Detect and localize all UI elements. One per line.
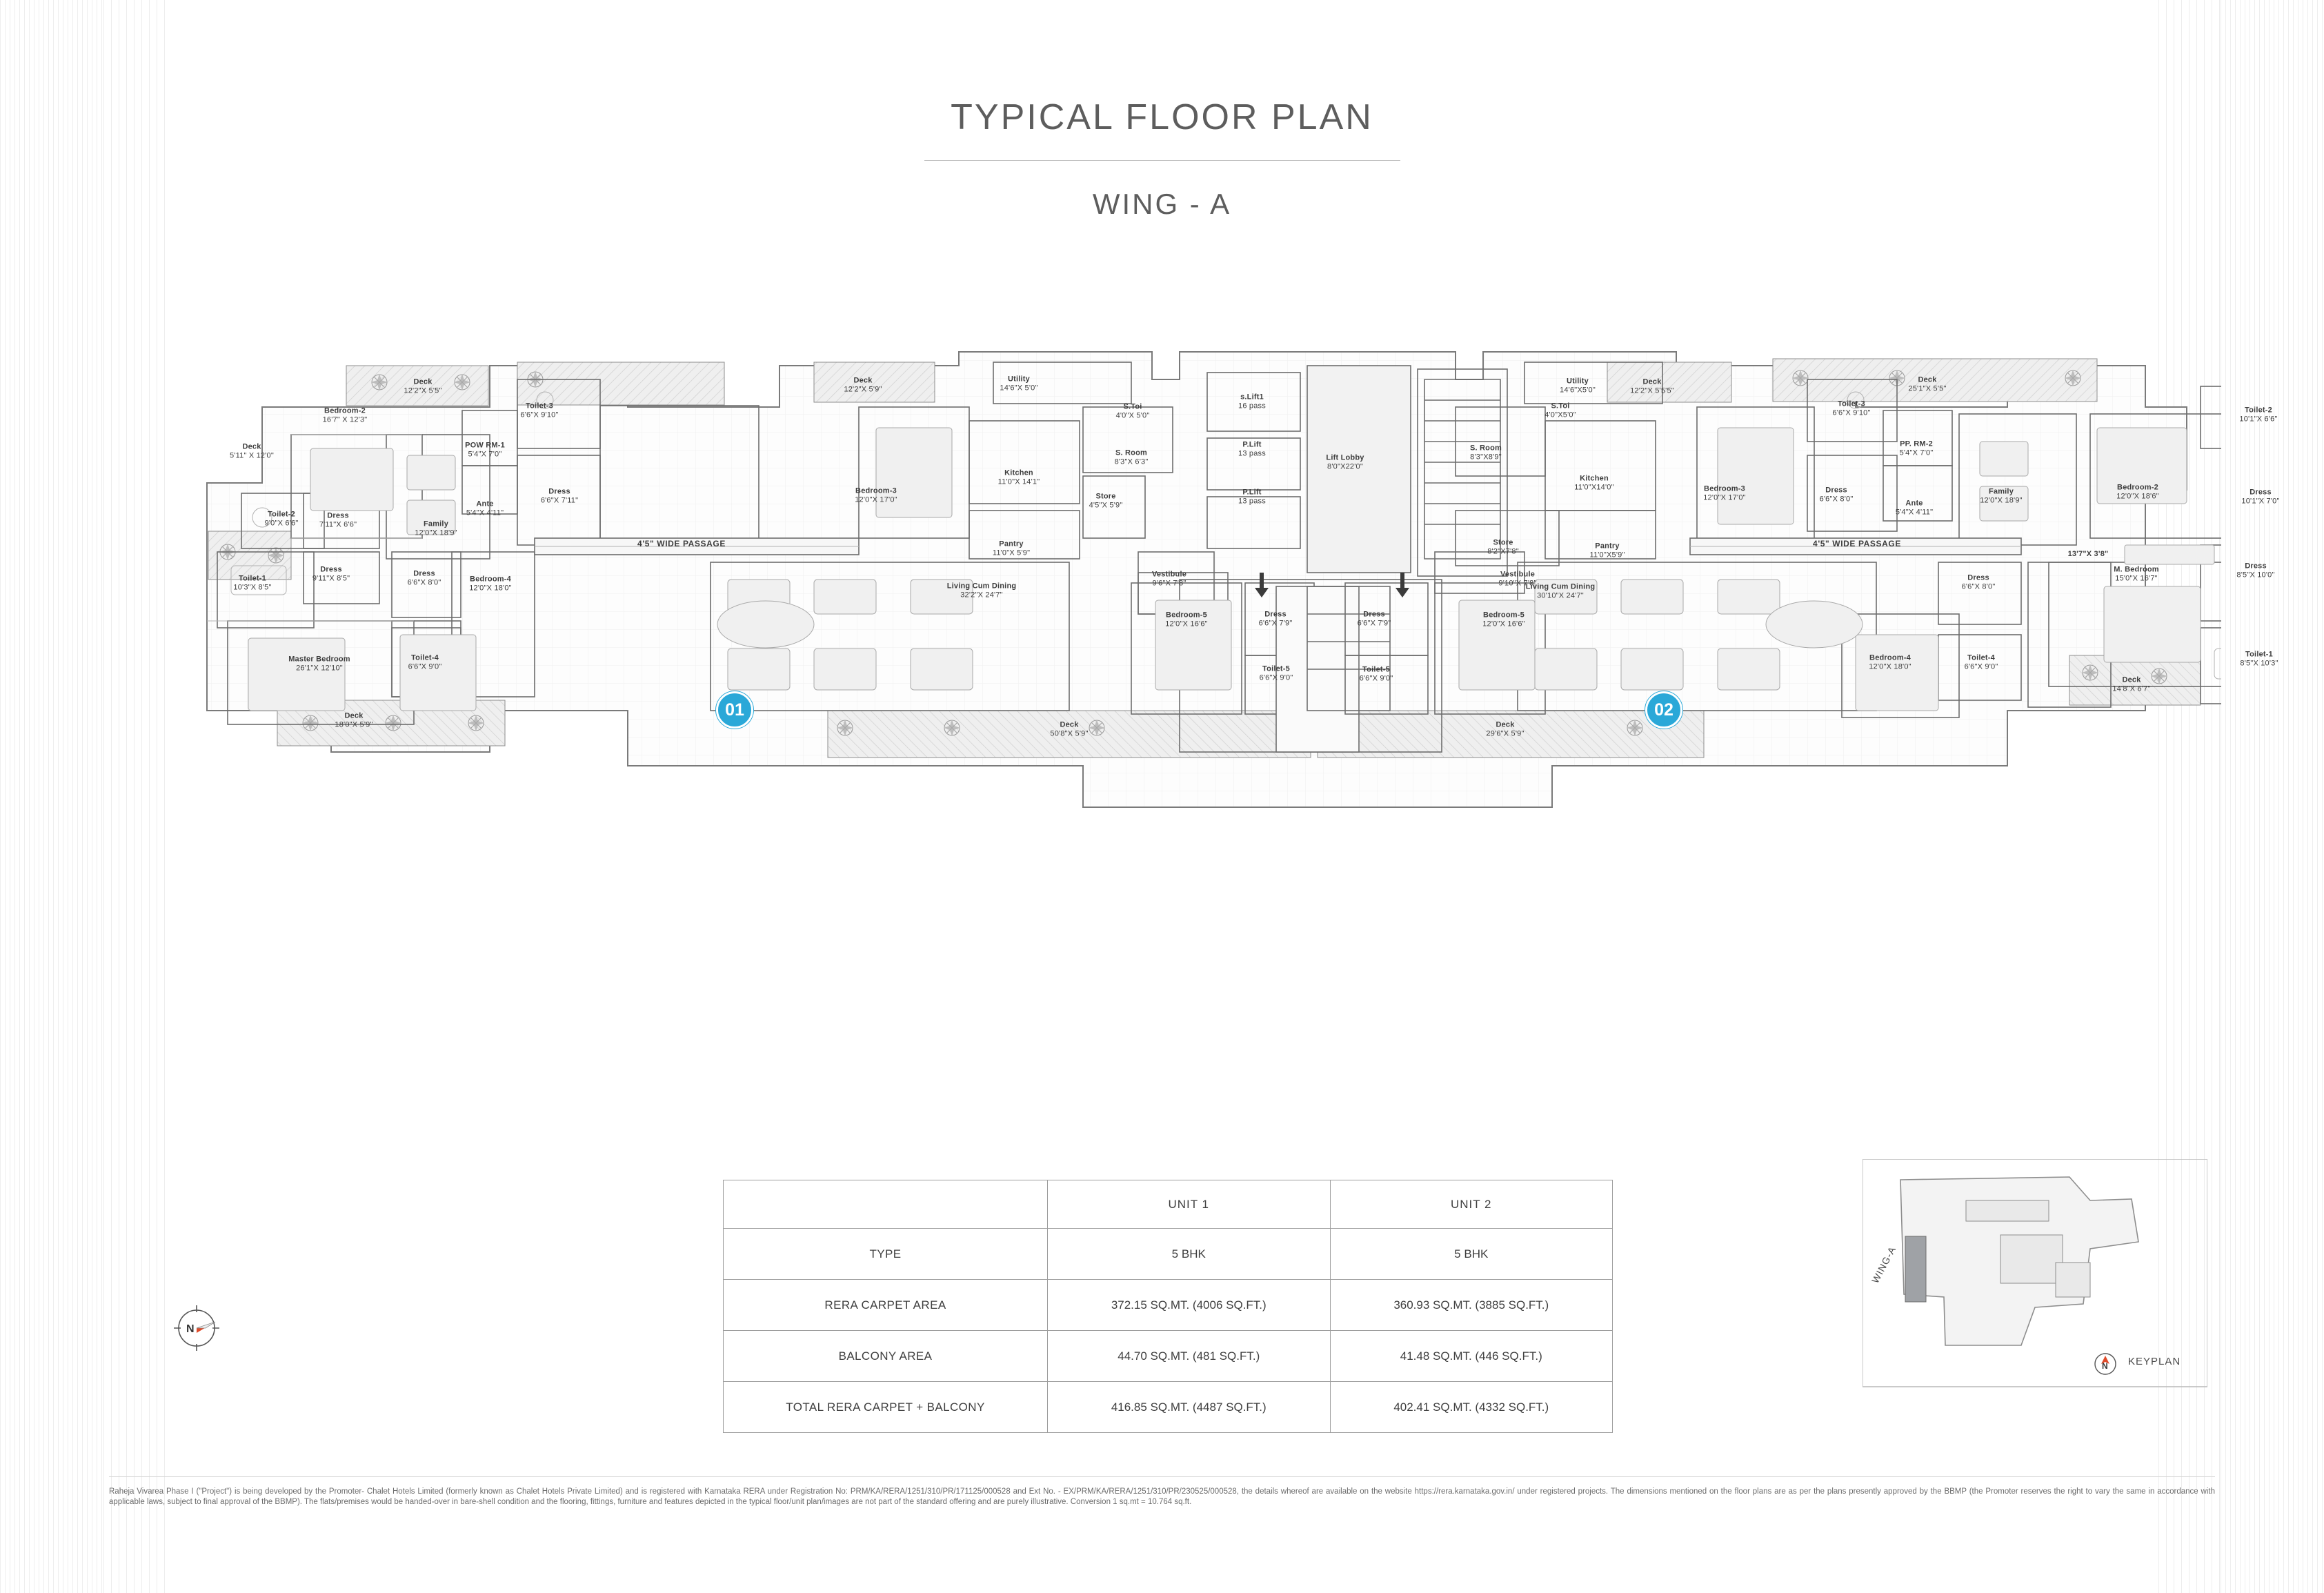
room-label	[1115, 449, 1149, 466]
room-name: Toilet-3	[1838, 399, 1865, 408]
unit-01-badge: 01	[716, 691, 753, 729]
room-name: Store	[1493, 538, 1513, 547]
room-dimensions: 6'6"X 7'11"	[540, 496, 579, 504]
keyplan-diagram	[1863, 1159, 2207, 1414]
room-label	[1896, 499, 1933, 517]
room-dimensions: 6'6"X 7'9"	[1258, 619, 1293, 627]
room-name: Deck	[853, 376, 873, 385]
room-dimensions: 7'11"X 6'6"	[319, 520, 357, 528]
room-label	[319, 512, 357, 529]
room-label	[1482, 611, 1525, 629]
room-name: 4'5" WIDE PASSAGE	[637, 538, 726, 548]
room-dimensions: 6'6"X 8'0"	[407, 578, 441, 586]
room-dimensions: 12'0"X 17'0"	[855, 495, 897, 504]
room-name: Deck	[242, 442, 261, 451]
room-label	[1238, 393, 1266, 410]
row-label-balcony: BALCONY AREA	[724, 1331, 1048, 1382]
room-name: S.Toi	[1123, 402, 1142, 411]
room-name: Toilet-2	[268, 510, 295, 519]
room-name: Family	[1988, 487, 2014, 496]
room-dimensions: 9'6"X 7'8"	[1152, 579, 1186, 587]
left-edge-hatching	[0, 0, 103, 1593]
room-dimensions: 12'0"X 18'6"	[2116, 492, 2159, 500]
room-dimensions: 8'2"X7'8"	[1487, 547, 1519, 555]
room-name: Toilet-3	[526, 402, 553, 410]
room-label	[1165, 611, 1208, 629]
room-label	[1259, 611, 1293, 628]
room-label	[1560, 377, 1596, 395]
room-dimensions: 10'1"X 7'0"	[2241, 497, 2280, 505]
room-name: Dress	[320, 565, 342, 574]
keyplan-wing-label: WING-A	[1869, 1244, 1898, 1285]
right-edge-hatching	[2221, 0, 2324, 1593]
room-name: Utility	[1567, 377, 1589, 386]
room-name: Deck	[1496, 720, 1515, 729]
row-balcony-unit1: 44.70 SQ.MT. (481 SQ.FT.)	[1048, 1331, 1331, 1382]
room-label	[520, 402, 558, 419]
room-label	[408, 654, 442, 671]
room-dimensions: 8'3"X 6'3"	[1114, 457, 1149, 466]
room-dimensions: 12'0"X 18'0"	[469, 584, 512, 592]
room-dimensions: 13 pass	[1238, 497, 1266, 505]
room-label	[1260, 665, 1293, 682]
room-dimensions: 6'6"X 8'0"	[1961, 582, 1996, 591]
page-title: TYPICAL FLOOR PLAN	[951, 97, 1373, 137]
room-label	[855, 487, 897, 504]
room-label	[465, 442, 505, 459]
room-name: Bedroom-3	[855, 486, 897, 495]
room-label	[1980, 488, 2023, 505]
room-label	[1832, 400, 1870, 417]
room-label	[1358, 611, 1391, 628]
table-row	[724, 1331, 1613, 1382]
room-label	[1900, 440, 1934, 457]
room-name: Utility	[1008, 375, 1030, 384]
room-label	[2114, 566, 2159, 583]
room-name: Toilet-2	[2245, 406, 2272, 415]
room-name: Vestibule	[1151, 570, 1187, 579]
room-label	[1498, 571, 1536, 588]
row-balcony-unit2: 41.48 SQ.MT. (446 SQ.FT.)	[1330, 1331, 1613, 1382]
room-name: Toilet-1	[2245, 650, 2273, 659]
table-row	[724, 1382, 1613, 1433]
svg-text:N: N	[186, 1323, 195, 1335]
room-name: Living Cum Dining	[1525, 582, 1596, 591]
room-label	[1820, 486, 1854, 504]
room-name: Master Bedroom	[288, 655, 350, 664]
room-label	[1486, 721, 1524, 738]
row-total-unit1: 416.85 SQ.MT. (4487 SQ.FT.)	[1048, 1382, 1331, 1433]
room-label	[2236, 562, 2274, 580]
room-dimensions: 13 pass	[1238, 449, 1266, 457]
room-dimensions: 5'4"X 4'11"	[466, 508, 504, 517]
room-name: M. Bedroom	[2114, 565, 2159, 574]
room-label	[2112, 676, 2150, 693]
room-label	[1965, 654, 1998, 671]
room-name: Toilet-4	[1967, 653, 1995, 662]
room-label	[1152, 571, 1186, 588]
room-label	[1487, 539, 1519, 556]
room-name: S.Toi	[1551, 402, 1570, 410]
room-dimensions: 11'0"X14'0"	[1574, 483, 1614, 491]
room-dimensions: 14'6"X5'0"	[1560, 386, 1596, 394]
room-dimensions: 11'0"X5'9"	[1589, 551, 1625, 559]
table-header-unit2: UNIT 2	[1330, 1180, 1613, 1229]
room-name: Lift Lobby	[1326, 453, 1364, 462]
keyplan-title: KEYPLAN	[2128, 1356, 2181, 1367]
room-name: Deck	[2122, 675, 2141, 684]
row-label-rera-carpet: RERA CARPET AREA	[724, 1280, 1048, 1331]
room-dimensions: 6'6"X 9'10"	[520, 410, 559, 419]
room-dimensions: 4'5"X 5'9"	[1089, 501, 1123, 509]
room-name: Ante	[476, 499, 494, 508]
row-type-unit2: 5 BHK	[1330, 1229, 1613, 1280]
room-label	[2239, 406, 2277, 424]
room-label	[637, 540, 726, 548]
room-name: Dress	[1825, 486, 1847, 495]
room-name: Bedroom-2	[324, 406, 366, 415]
room-name: P.Lift	[1242, 488, 1262, 497]
room-label	[466, 500, 504, 517]
room-dimensions: 32'2"X 24'7"	[960, 591, 1003, 599]
footer-divider	[109, 1476, 2215, 1477]
room-name: Pantry	[1595, 542, 1620, 551]
room-name: Dress	[2245, 562, 2267, 571]
room-dimensions: 9'0"X 6'6"	[264, 519, 299, 527]
room-label	[1238, 488, 1266, 506]
room-name: 4'5" WIDE PASSAGE	[1813, 538, 1901, 548]
room-label	[1589, 542, 1625, 560]
title-divider	[924, 160, 1400, 161]
room-name: Toilet-1	[239, 574, 266, 583]
room-dimensions: 12'0"X 16'6"	[1165, 620, 1208, 628]
room-name: Family	[423, 520, 449, 528]
room-label	[1545, 402, 1576, 419]
room-name: Deck	[1918, 375, 1937, 384]
room-dimensions: 10'1"X 6'6"	[2239, 415, 2278, 423]
room-label	[998, 469, 1040, 486]
room-dimensions: 12'0"X 18'9"	[1980, 496, 2023, 504]
room-label	[1813, 540, 1901, 548]
room-name: Bedroom-4	[470, 575, 511, 584]
unit-02-badge: 02	[1645, 691, 1682, 729]
unit-area-table	[723, 1180, 1613, 1433]
floor-plan-drawing	[103, 324, 2221, 1056]
room-name: Bedroom-5	[1166, 611, 1207, 620]
room-dimensions: 6'6"X 8'0"	[1819, 495, 1854, 503]
room-label	[469, 575, 512, 593]
room-label	[947, 582, 1017, 600]
room-label	[1630, 378, 1674, 395]
room-name: Deck	[344, 711, 364, 720]
table-header-row	[724, 1180, 1613, 1229]
room-dimensions: 5'4"X 4'11"	[1895, 508, 1934, 516]
room-dimensions: 9'11"X 8'5"	[312, 574, 350, 582]
table-row	[724, 1229, 1613, 1280]
room-name: Ante	[1905, 499, 1923, 508]
room-name: Dress	[1967, 573, 1989, 582]
row-label-type: TYPE	[724, 1229, 1048, 1280]
room-name: Deck	[413, 377, 433, 386]
room-dimensions: 4'0"X 5'0"	[1115, 411, 1150, 419]
room-name: Dress	[413, 569, 435, 578]
room-label	[312, 566, 350, 583]
room-label	[1869, 654, 1911, 671]
row-rera-unit1: 372.15 SQ.MT. (4006 SQ.FT.)	[1048, 1280, 1331, 1331]
room-label	[335, 712, 373, 729]
room-label	[1470, 444, 1502, 462]
room-name: Store	[1095, 492, 1116, 501]
room-label	[1962, 574, 1996, 591]
room-dimensions: 12'0"X 16'6"	[1482, 620, 1525, 628]
wing-subtitle: WING - A	[1092, 188, 1232, 220]
table-header-unit1: UNIT 1	[1048, 1180, 1331, 1229]
room-name: Bedroom-2	[2117, 483, 2158, 492]
room-dimensions: 8'3"X8'9"	[1470, 453, 1502, 461]
room-dimensions: 29'6"X 5'9"	[1486, 729, 1524, 738]
row-type-unit1: 5 BHK	[1048, 1229, 1331, 1280]
room-label	[541, 488, 578, 505]
room-dimensions: 5'4"X 7'0"	[468, 450, 502, 458]
room-dimensions: 5'4"X 7'0"	[1899, 448, 1934, 457]
room-dimensions: 6'6"X 7'9"	[1357, 619, 1391, 627]
room-dimensions: 25'1"X 5'5"	[1908, 384, 1947, 393]
room-dimensions: 6'6"X 9'10"	[1832, 408, 1871, 417]
room-label	[233, 575, 271, 592]
room-label	[2116, 484, 2159, 501]
room-dimensions: 5'11" X 12'0"	[230, 451, 274, 459]
room-name: Vestibule	[1500, 570, 1536, 579]
room-label	[2241, 488, 2279, 506]
room-name: 13'7"X 3'8"	[2067, 549, 2109, 558]
room-name: POW RM-1	[465, 441, 505, 450]
room-dimensions: 6'6"X 9'0"	[408, 662, 442, 671]
room-label	[844, 377, 882, 394]
room-label	[1574, 475, 1613, 492]
room-dimensions: 12'2"X 5'5"	[404, 386, 442, 395]
room-name: Pantry	[999, 540, 1024, 548]
room-name: Dress	[1264, 610, 1287, 619]
room-name: Deck	[1642, 377, 1662, 386]
room-label	[1238, 441, 1266, 458]
room-name: Living Cum Dining	[946, 582, 1017, 591]
room-label	[1360, 666, 1393, 683]
room-label	[2068, 550, 2109, 559]
legal-disclaimer: Raheja Vivarea Phase I ("Project") is being developed by the Promoter- Chalet Hotels Limited (formerly known as Chalet Hotels Private Limited) and is registered with Karnataka RERA under Registration No: PRM/KA/RERA/1251/310/PR/171125/000528 and Ext No. - EX/PRM/KA/RERA/1251/310/PR/230525/000528, the details whereof are available on the website https://rera.karnataka.gov.in/ under registered projects. The dimensions mentioned on the floor plans are as per the plans presently approved by the BBMP (the Promoter reserves the right to vary the same in accordance with applicable laws, subject to final approval of the BBMP). The flats/premises would be handed-over in bare-shell condition and the flooring, fittings, furniture and features depicted in the typical floor/unit plan/images are not part of the standard offering and are purely illustrative. Conversion 1 sq.mt = 10.764 sq.ft.	[109, 1487, 2215, 1506]
svg-text:N: N	[2102, 1361, 2108, 1371]
room-dimensions: 6'6"X 9'0"	[1359, 674, 1393, 682]
north-compass-icon	[166, 1297, 228, 1359]
room-dimensions: 11'0"X 14'1"	[997, 477, 1040, 486]
room-dimensions: 14'8"X 6'7"	[2112, 684, 2151, 693]
room-name: Dress	[548, 487, 570, 496]
room-dimensions: 12'2"X 5'9"	[844, 385, 882, 393]
room-dimensions: 16'7" X 12'3"	[322, 415, 368, 424]
room-name: Bedroom-3	[1704, 484, 1745, 493]
room-dimensions: 8'5"X 10'0"	[2236, 571, 2275, 579]
room-label	[1000, 375, 1037, 393]
row-total-unit2: 402.41 SQ.MT. (4332 SQ.FT.)	[1330, 1382, 1613, 1433]
room-dimensions: 12'0"X 17'0"	[1703, 493, 1746, 502]
room-label	[265, 511, 299, 528]
room-name: Toilet-4	[411, 653, 439, 662]
room-name: Toilet-5	[1262, 664, 1290, 673]
room-name: Dress	[2249, 488, 2272, 497]
room-name: Kitchen	[1580, 474, 1609, 483]
room-dimensions: 12'0"X 18'9"	[415, 528, 457, 537]
room-dimensions: 14'6"X 5'0"	[1000, 384, 1038, 392]
room-name: Kitchen	[1004, 468, 1033, 477]
row-label-total: TOTAL RERA CARPET + BALCONY	[724, 1382, 1048, 1433]
table-row	[724, 1280, 1613, 1331]
room-dimensions: 9'10"X 7'8"	[1498, 579, 1537, 587]
row-rera-unit2: 360.93 SQ.MT. (3885 SQ.FT.)	[1330, 1280, 1613, 1331]
room-name: Bedroom-5	[1483, 611, 1524, 620]
room-label	[1050, 721, 1088, 738]
room-label	[408, 570, 441, 587]
room-label	[288, 655, 350, 673]
room-dimensions: 8'0"X22'0"	[1327, 462, 1363, 471]
room-dimensions: 15'0"X 16'7"	[2115, 574, 2158, 582]
room-label	[415, 520, 457, 537]
room-label	[1116, 403, 1150, 420]
room-label	[404, 378, 441, 395]
room-name: Deck	[1060, 720, 1079, 729]
room-name: S. Room	[1115, 448, 1147, 457]
room-dimensions: 6'6"X 9'0"	[1259, 673, 1293, 682]
room-dimensions: 6'6"X 9'0"	[1964, 662, 1998, 671]
room-name: Dress	[327, 511, 349, 520]
room-label	[230, 443, 274, 460]
room-label	[323, 407, 368, 424]
table-header-blank	[724, 1180, 1048, 1229]
room-name: Toilet-5	[1362, 665, 1390, 674]
room-dimensions: 30'10"X 24'7"	[1537, 591, 1584, 600]
room-dimensions: 4'0"X5'0"	[1545, 410, 1576, 419]
room-name: Bedroom-4	[1869, 653, 1911, 662]
room-label	[1089, 493, 1123, 510]
room-label	[1326, 454, 1364, 471]
room-label	[2240, 651, 2278, 668]
room-name: PP. RM-2	[1900, 439, 1933, 448]
room-label	[1703, 485, 1746, 502]
room-name: s.Lift1	[1240, 393, 1264, 402]
room-dimensions: 12'0"X 18'0"	[1869, 662, 1911, 671]
room-dimensions: 12'2"X 5'5'5"	[1630, 386, 1674, 395]
room-dimensions: 26'1"X 12'10"	[296, 664, 343, 672]
room-name: P.Lift	[1242, 440, 1262, 449]
room-dimensions: 16 pass	[1238, 402, 1266, 410]
room-dimensions: 11'0"X 5'9"	[992, 548, 1031, 557]
room-dimensions: 10'3"X 8'5"	[233, 583, 272, 591]
room-label	[1908, 376, 1946, 393]
room-name: Dress	[1363, 610, 1385, 619]
room-dimensions: 50'8"X 5'9"	[1050, 729, 1089, 738]
room-label	[993, 540, 1030, 557]
room-dimensions: 8'5"X 10'3"	[2240, 659, 2278, 667]
room-name: S. Room	[1469, 444, 1502, 453]
room-dimensions: 18'0"X 5'9"	[335, 720, 373, 729]
